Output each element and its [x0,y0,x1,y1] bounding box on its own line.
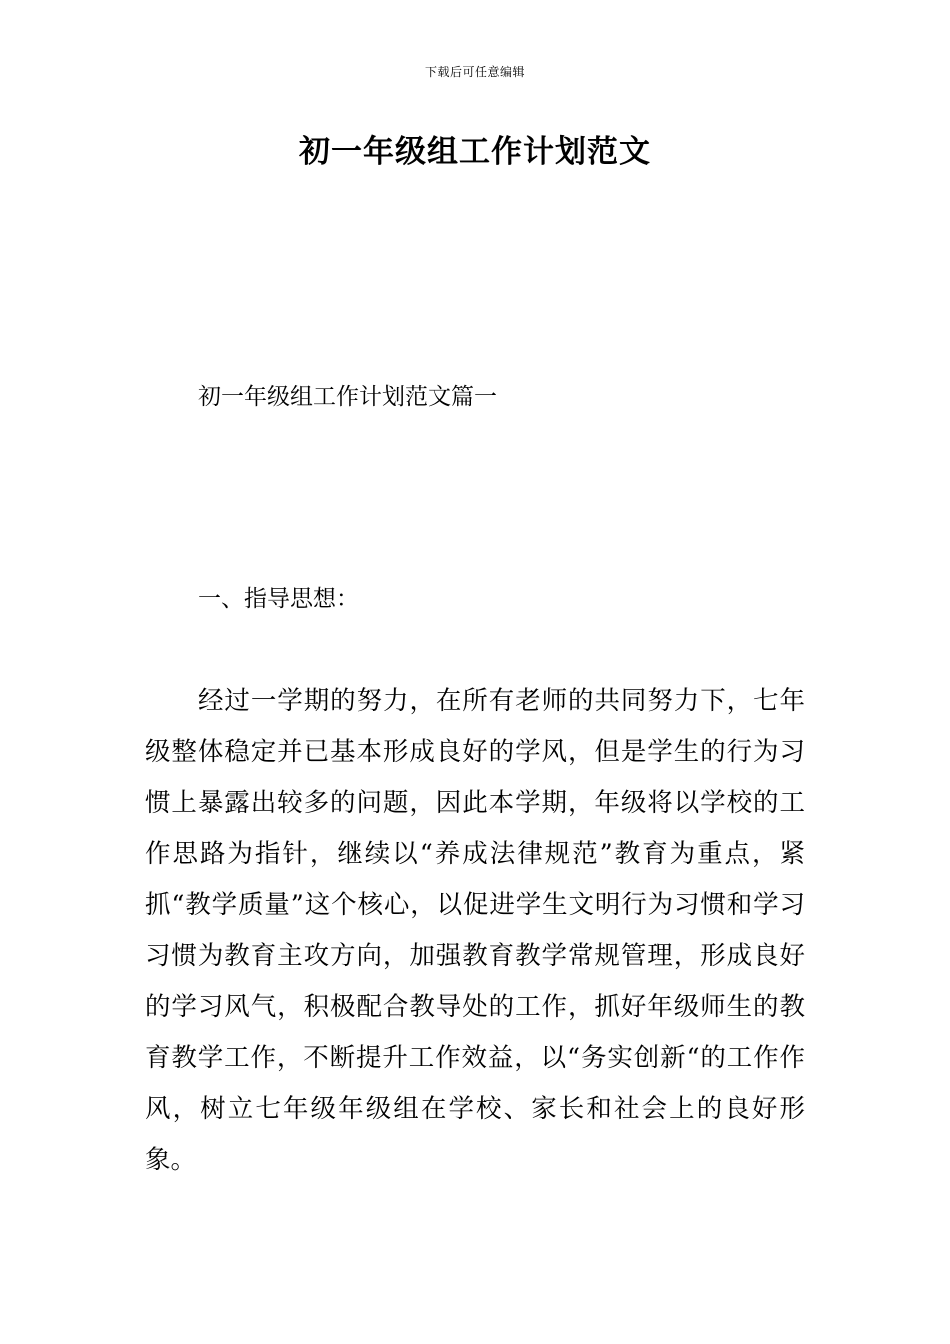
header-note: 下载后可任意编辑 [424,65,525,79]
document-subtitle: 初一年级组工作计划范文篇一 [198,384,497,410]
body-paragraph: 经过一学期的努力，在所有老师的共同努力下，七年级整体稳定并已基本形成良好的学风，但是学生的行为习惯上暴露出较多的问题，因此本学期，年级将以学校的工作思路为指针，继续以“养成法律规范”教育为重点，紧抓“教学质量”这个核心，以促进学生文明行为习惯和学习习惯为教育主攻方向，加强教育教学常规管理，形成良好的学习风气，积极配合教导处的工作，抓好年级师生的教育教学工作，不断提升工作效益，以“务实创新“的工作作风，树立七年级年级组在学校、家长和社会上的良好形象。 [145,686,805,1175]
document-title: 初一年级组工作计划范文 [299,134,651,170]
section-heading: 一、指导思想： [198,586,359,612]
